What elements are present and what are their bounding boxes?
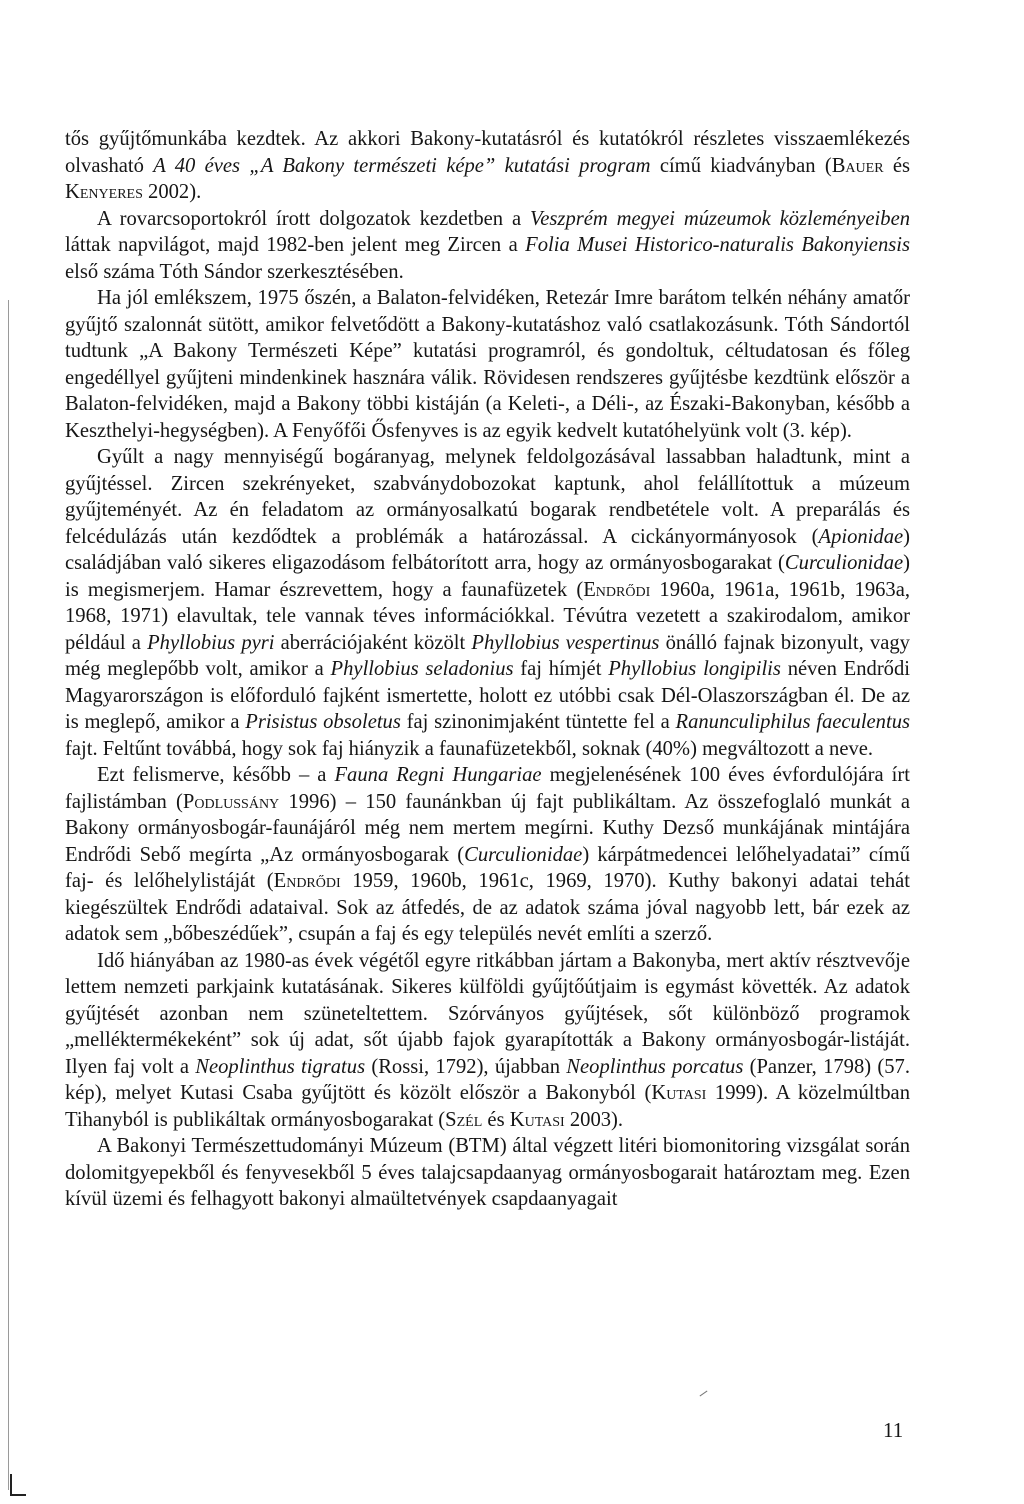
text-run: néven Endrődi Magyarországon is előforduló fajként ismertette, holott ez utóbbi csak Dél-Olaszországban él. De az is meglepő, amikor a — [65, 658, 910, 733]
author-citation: Endrődi — [583, 578, 651, 601]
paragraph — [65, 285, 910, 444]
text-run: Ezt felismerve, később – a — [97, 764, 335, 786]
paragraph — [65, 1133, 910, 1213]
text-run: 1996) – 150 faunánkban új fajt publikáltam. Az összefoglaló munkát a Bakony ormányosbogár-faunájáról még nem mertem megírni. Kuthy Dezső munkájának mintájára Endrődi Sebő megírta „Az ormányosbogarak ( — [65, 790, 910, 866]
italic-term: Neoplinthus porcatus — [566, 1055, 744, 1078]
italic-term: Ranunculiphilus faeculentus — [675, 711, 911, 733]
text-run: faj szinonimjaként tüntette fel a — [400, 711, 676, 733]
paragraph — [65, 206, 910, 286]
author-citation: Bauer — [831, 154, 884, 177]
paragraph — [65, 444, 910, 762]
author-citation: Kutasi — [651, 1082, 707, 1104]
paragraph — [65, 948, 910, 1134]
body-text — [65, 126, 910, 1213]
italic-term: Phyllobius longipilis — [608, 658, 781, 680]
author-citation: Endrődi — [273, 870, 341, 892]
paragraph — [65, 126, 910, 206]
text-run: Gyűlt a nagy mennyiségű bogáranyag, melynek feldolgozásával lassabban haladtunk, mint a gyűjtéssel. Zircen szekrényeket, szabványdobozokat kaptunk, ahol felállítottuk a múzeum gyűjteményét. Az én feladatom az ormányosalkatú bogarak rendbetétele volt. A preparálás és felcédulázás után kezdődtek a problémák a határozással. A cickányormányosok ( — [65, 446, 910, 548]
text-run: Idő hiányában az 1980-as évek végétől egyre ritkábban jártam a Bakonyba, mert aktív résztvevője lettem nemzeti parkjaink kutatásának. Sikeres külföldi gyűjtőútjaim is egymást követték. Az adatok gyűjtését azonban nem szüneteltettem. Szórványos gyűjtések, sőt különböző programok „melléktermékeként” sok új adat, sőt újabb fajok gyarapították a Bakony ormányosbogár-listáját. Ilyen faj volt a — [65, 949, 910, 1078]
page-number: 11 — [883, 1418, 904, 1442]
italic-term: Curculionidae — [784, 552, 904, 574]
text-run: című kiadványban ( — [650, 154, 832, 177]
text-run: 1960a, 1961a, 1961b, 1963a, 1968, 1971) elavultak, tele vannak téves információkkal. Tévútra vezetett a szakirodalom, amikor például a — [65, 578, 911, 654]
author-citation: Kutasi — [509, 1108, 565, 1131]
text-run: megjelenésének 100 éves évfordulójára írt fajlistámban ( — [65, 764, 910, 813]
text-run: faj hímjét — [513, 658, 609, 680]
text-run: fajt. Feltűnt továbbá, hogy sok faj hiányzik a faunafüzetekből, soknak (40%) megváltozott a neve. — [65, 737, 874, 760]
text-run: aberrációjaként közölt — [274, 631, 472, 654]
italic-term: Folia Musei Historico-naturalis Bakonyiensis — [525, 234, 910, 256]
author-citation: Kenyeres — [65, 181, 143, 203]
text-run: (Rossi, 1792), újabban — [365, 1055, 567, 1078]
author-citation: Szél — [445, 1108, 483, 1131]
italic-term: A 40 éves „A Bakony természeti képe” kutatási program — [153, 154, 651, 177]
text-run: tős gyűjtőmunkába kezdtek. Az akkori Bakony-kutatásról és kutatókról részletes visszaemlékezés olvasható — [65, 128, 910, 177]
text-run: ) is megismerjem. Hamar észrevettem, hogy a faunafüzetek ( — [65, 552, 910, 601]
text-run: 1959, 1960b, 1961c, 1969, 1970). Kuthy bakonyi adatai tehát kiegészültek Endrődi adataival. Sok az átfedés, de az adatok száma jóval nagyobb lett, bár ezek az adatok sem „bőbeszédűek”, csupán a faj és egy település nevét említi a szerző. — [65, 870, 911, 945]
paragraph — [65, 762, 910, 948]
text-run: Ha jól emlékszem, 1975 őszén, a Balaton-felvidéken, Retezár Imre barátom telkén néhány amatőr gyűjtő szalonnát sütött, amikor felvetődött a Bakony-kutatáshoz való csatlakozásunk. Tóth Sándortól tudtunk „A Bakony Természeti Képe” kutatási programról, és gondoltuk, céltudatosan és főleg engedéllyel gyűjteni mindenkinek hasznára válik. Rövidesen rendszeres gyűjtésbe kezdtünk először a Balaton-felvidéken, majd a Bakony többi kistáján (a Keleti-, a Déli-, az Északi-Bakonyban, később a Keszthelyi-hegységben). A Fenyőfői Ősfenyves is az egyik kedvelt kutatóhelyünk volt (3. kép). — [65, 287, 910, 442]
text-run: ) kárpátmedencei lelőhelyadatai” című faj- és lelőhelylistáját ( — [65, 843, 910, 892]
text-run: 2003). — [564, 1108, 624, 1131]
italic-term: Phyllobius pyri — [147, 631, 275, 654]
italic-term: Apionidae — [818, 525, 904, 548]
italic-term: Veszprém megyei múzeumok közleményeiben — [529, 207, 911, 230]
italic-term: Curculionidae — [464, 843, 583, 866]
scan-speck — [700, 1391, 708, 1397]
text-run: A rovarcsoportokról írott dolgozatok kezdetben a — [97, 207, 530, 230]
text-run: (Panzer, 1798) (57. kép), melyet Kutasi Csaba gyűjtött és közölt először a Bakonyból ( — [65, 1055, 910, 1104]
text-run: első száma Tóth Sándor szerkesztésében. — [65, 260, 404, 283]
text-run: önálló fajnak bizonyult, vagy még meglepőbb volt, amikor a — [65, 631, 910, 680]
text-run: láttak napvilágot, majd 1982-ben jelent meg Zircen a — [65, 234, 526, 256]
text-run: és — [883, 154, 911, 177]
text-run: 2002). — [142, 181, 202, 203]
text-run: 1999). A közelmúltban Tihanyból is publikáltak ormányosbogarakat ( — [65, 1082, 910, 1131]
italic-term: Fauna Regni Hungariae — [334, 764, 542, 786]
italic-term: Prisistus obsoletus — [245, 711, 401, 733]
author-citation: Podlussány — [182, 790, 280, 813]
text-run: A Bakonyi Természettudományi Múzeum (BTM) által végzett litéri biomonitoring vizsgálat során dolomitgyepekből és fenyvesekből 5 éves talajcsapdaanyag ormányosbogarait határoztam meg. Ezen kívül üzemi és felhagyott bakonyi almaültetvények csapdaanyagait — [65, 1135, 910, 1210]
text-run: és — [482, 1108, 510, 1131]
italic-term: Neoplinthus tigratus — [195, 1055, 366, 1078]
italic-term: Phyllobius vespertinus — [471, 631, 660, 654]
scan-edge-line — [8, 300, 9, 1490]
text-run: ) családjában való sikeres eligazodásom felbátorított arra, hogy az ormányosbogarakat ( — [65, 525, 910, 574]
italic-term: Phyllobius seladonius — [330, 658, 514, 680]
scan-corner-mark — [10, 1474, 26, 1496]
